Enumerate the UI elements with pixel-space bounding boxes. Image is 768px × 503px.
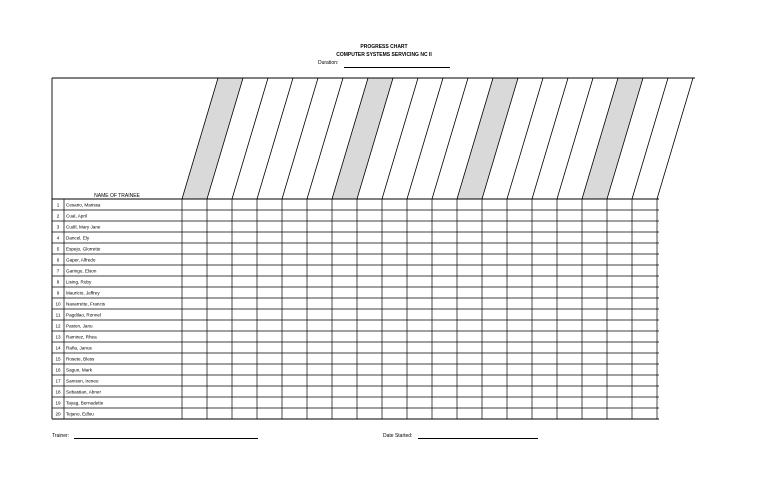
trainee-name: Rosete, Bless [66,356,95,362]
row-number: 14 [55,345,61,351]
row-number: 5 [56,246,60,252]
trainer-label: Trainer: [52,433,70,439]
trainee-name: Pasion, Janu [66,323,93,329]
trainee-name: Lising, Ruby [66,279,92,285]
trainee-name: Cual, April [66,213,87,219]
row-number: 18 [55,389,61,395]
trainee-name: Sebastian, Abner [66,389,101,395]
trainee-name: Mauricio, Jeffrey [66,290,100,296]
trainee-name: Gaper, Alfredo [66,257,96,263]
row-number: 12 [55,323,61,329]
trainee-name: Tejano, Edlou [66,411,94,417]
trainee-name: Samson, Ireneo [66,378,99,384]
trainee-name: Dancel, Ely [66,235,90,241]
trainee-name: Cudil, Mary Jane [66,224,101,230]
row-number: 1 [56,202,60,208]
date-started-field-line[interactable] [418,438,538,439]
trainee-name: Espejo, Glorrette [66,246,101,252]
page-subtitle: COMPUTER SYSTEMS SERVICING NC II [336,52,432,58]
trainee-name: Sagun, Mark [66,367,93,373]
row-number: 2 [56,213,60,219]
trainee-name: Tayag, Bernadette [66,400,104,406]
row-number: 7 [56,268,60,274]
row-number: 20 [55,411,61,417]
name-of-trainee-header: NAME OF TRAINEE [94,193,140,199]
row-number: 19 [55,400,61,406]
trainee-name: Navarrette, Francis [66,301,106,307]
row-number: 15 [55,356,61,362]
trainee-name: Garingo, Elson [66,268,97,274]
row-number: 3 [56,224,60,230]
row-number: 8 [56,279,60,285]
trainer-field-line[interactable] [74,438,258,439]
trainee-name: Cesario, Marissa [66,202,101,208]
trainee-name: Raña, Janus [66,345,92,351]
row-number: 6 [56,257,60,263]
row-number: 10 [55,301,61,307]
row-number: 4 [56,235,60,241]
trainee-name: Ramirez, Rhea [66,334,97,340]
row-number: 16 [55,367,61,373]
page-title: PROGRESS CHART [360,44,408,50]
row-number: 9 [56,290,60,296]
duration-label: Duration: [318,60,339,66]
trainee-name: Pagdilao, Ronnel [66,312,101,318]
date-started-label: Date Started: [383,433,413,439]
row-number: 11 [55,312,61,318]
row-number: 17 [55,378,61,384]
row-number: 13 [55,334,61,340]
